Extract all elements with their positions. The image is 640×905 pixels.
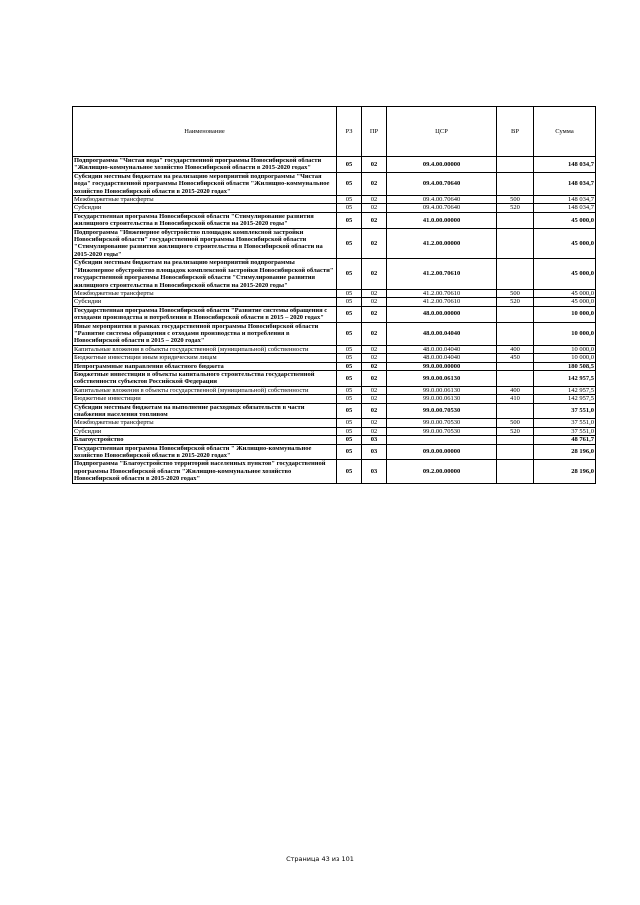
cell-csr: 09.4.00.70640	[387, 196, 497, 204]
cell-csr: 99.0.00.06130	[387, 370, 497, 386]
cell-pr: 02	[362, 403, 387, 419]
cell-vr: 500	[497, 196, 534, 204]
cell-sum: 37 551,0	[534, 419, 596, 427]
cell-sum: 37 551,0	[534, 403, 596, 419]
budget-table	[72, 106, 596, 484]
cell-vr	[497, 362, 534, 370]
cell-csr: 09.4.00.70640	[387, 172, 497, 195]
cell-name: Бюджетные инвестиции в объекты капитального строительства государственной собственности субъектов Российской Федерации	[73, 370, 337, 386]
table-row	[73, 157, 596, 173]
cell-rz: 05	[337, 345, 362, 353]
cell-name: Капитальные вложения в объекты государственной (муниципальной) собственности	[73, 345, 337, 353]
cell-name: Благоустройство	[73, 436, 337, 444]
cell-vr	[497, 436, 534, 444]
table-row	[73, 362, 596, 370]
cell-rz: 05	[337, 386, 362, 394]
cell-vr: 400	[497, 386, 534, 394]
cell-sum: 45 000,0	[534, 259, 596, 290]
table-row	[73, 298, 596, 306]
cell-rz: 05	[337, 259, 362, 290]
cell-sum: 142 957,5	[534, 386, 596, 394]
cell-sum: 10 000,0	[534, 322, 596, 345]
cell-csr: 09.0.00.00000	[387, 444, 497, 460]
cell-csr: 99.0.00.06130	[387, 395, 497, 403]
cell-name: Субсидии местным бюджетам на выполнение расходных обязательств в части снабжения населения топливом	[73, 403, 337, 419]
table-row	[73, 196, 596, 204]
cell-pr: 02	[362, 196, 387, 204]
cell-vr	[497, 322, 534, 345]
cell-vr: 450	[497, 354, 534, 362]
cell-pr: 03	[362, 436, 387, 444]
cell-csr: 09.4.00.00000	[387, 157, 497, 173]
cell-sum: 45 000,0	[534, 289, 596, 297]
cell-csr: 99.0.00.70530	[387, 419, 497, 427]
cell-csr: 09.2.00.00000	[387, 460, 497, 483]
cell-sum: 180 508,5	[534, 362, 596, 370]
cell-rz: 05	[337, 306, 362, 322]
table-row	[73, 419, 596, 427]
cell-rz: 05	[337, 395, 362, 403]
cell-sum: 148 034,7	[534, 157, 596, 173]
cell-name: Подпрограмма "Благоустройство территорий населенных пунктов" государственной программы Новосибирской области "Жилищно-коммунальное хозяйство Новосибирской области в 2015-2020 годах"	[73, 460, 337, 483]
cell-csr: 41.2.00.70610	[387, 259, 497, 290]
cell-sum: 28 196,0	[534, 444, 596, 460]
table-row	[73, 395, 596, 403]
table-row	[73, 460, 596, 483]
cell-sum: 37 551,0	[534, 427, 596, 435]
cell-vr	[497, 306, 534, 322]
cell-csr	[387, 436, 497, 444]
header-name: Наименование	[73, 107, 337, 157]
cell-vr: 500	[497, 289, 534, 297]
table-row	[73, 259, 596, 290]
cell-pr: 02	[362, 419, 387, 427]
cell-csr: 48.0.00.00000	[387, 306, 497, 322]
cell-name: Подпрограмма "Инженерное обустройство площадок комплексной застройки Новосибирской области" государственной программы Новосибирской области "Стимулирование развития жилищного строительства в Новосибирской области на 2015-2020 годы"	[73, 228, 337, 259]
cell-rz: 05	[337, 436, 362, 444]
cell-pr: 02	[362, 386, 387, 394]
cell-pr: 02	[362, 427, 387, 435]
table-body	[73, 157, 596, 484]
cell-sum: 148 034,7	[534, 204, 596, 212]
header-sum: Сумма	[534, 107, 596, 157]
cell-csr: 48.0.00.04040	[387, 354, 497, 362]
table-row	[73, 403, 596, 419]
cell-rz: 05	[337, 354, 362, 362]
cell-sum: 48 761,7	[534, 436, 596, 444]
cell-vr: 410	[497, 395, 534, 403]
cell-name: Межбюджетные трансферты	[73, 289, 337, 297]
cell-vr: 400	[497, 345, 534, 353]
cell-pr: 02	[362, 289, 387, 297]
table-row	[73, 436, 596, 444]
table-row	[73, 289, 596, 297]
cell-pr: 02	[362, 212, 387, 228]
cell-name: Капитальные вложения в объекты государственной (муниципальной) собственности	[73, 386, 337, 394]
cell-vr	[497, 228, 534, 259]
table-row	[73, 370, 596, 386]
cell-sum: 10 000,0	[534, 306, 596, 322]
cell-name: Субсидии	[73, 427, 337, 435]
cell-vr	[497, 172, 534, 195]
cell-name: Государственная программа Новосибирской области "Развитие системы обращения с отходами производства и потребления в Новосибирской области в 2015 – 2020 годах"	[73, 306, 337, 322]
cell-rz: 05	[337, 228, 362, 259]
header-pr: ПР	[362, 107, 387, 157]
cell-sum: 10 000,0	[534, 345, 596, 353]
cell-csr: 41.2.00.00000	[387, 228, 497, 259]
cell-csr: 41.2.00.70610	[387, 289, 497, 297]
cell-name: Государственная программа Новосибирской области "Стимулирование развития жилищного строительства в Новосибирской области на 2015-2020 годы"	[73, 212, 337, 228]
cell-name: Субсидии местным бюджетам на реализацию мероприятий подпрограммы "Чистая вода" государственной программы Новосибирской области "Жилищно-коммунальное хозяйство Новосибирской области в 2015-2020 годах"	[73, 172, 337, 195]
cell-pr: 02	[362, 306, 387, 322]
table-row	[73, 204, 596, 212]
cell-sum: 142 957,5	[534, 370, 596, 386]
header-vr: ВР	[497, 107, 534, 157]
cell-csr: 99.0.00.70530	[387, 427, 497, 435]
cell-name: Межбюджетные трансферты	[73, 196, 337, 204]
table-row	[73, 427, 596, 435]
table-row	[73, 306, 596, 322]
cell-name: Субсидии местным бюджетам на реализацию мероприятий подпрограммы "Инженерное обустройство площадок комплексной застройки Новосибирской области" государственной программы Новосибирской области "Стимулирование развития жилищного строительства в Новосибирской области на 2015-2020 годы"	[73, 259, 337, 290]
cell-name: Межбюджетные трансферты	[73, 419, 337, 427]
cell-rz: 05	[337, 419, 362, 427]
cell-sum: 148 034,7	[534, 172, 596, 195]
cell-sum: 10 000,0	[534, 354, 596, 362]
cell-rz: 05	[337, 460, 362, 483]
cell-csr: 48.0.00.04040	[387, 322, 497, 345]
cell-pr: 03	[362, 460, 387, 483]
cell-pr: 02	[362, 228, 387, 259]
cell-rz: 05	[337, 322, 362, 345]
cell-rz: 05	[337, 427, 362, 435]
cell-csr: 41.0.00.00000	[387, 212, 497, 228]
table-row	[73, 444, 596, 460]
cell-rz: 05	[337, 212, 362, 228]
cell-vr: 520	[497, 298, 534, 306]
cell-rz: 05	[337, 172, 362, 195]
cell-pr: 02	[362, 298, 387, 306]
cell-vr	[497, 444, 534, 460]
cell-vr	[497, 370, 534, 386]
cell-pr: 03	[362, 444, 387, 460]
cell-name: Непрограммные направления областного бюджета	[73, 362, 337, 370]
cell-name: Субсидии	[73, 298, 337, 306]
cell-pr: 02	[362, 157, 387, 173]
cell-rz: 05	[337, 370, 362, 386]
cell-vr: 520	[497, 427, 534, 435]
cell-pr: 02	[362, 259, 387, 290]
cell-vr: 520	[497, 204, 534, 212]
cell-pr: 02	[362, 345, 387, 353]
cell-rz: 05	[337, 362, 362, 370]
cell-name: Государственная программа Новосибирской области " Жилищно-коммунальное хозяйство Новосибирской области в 2015-2020 годах"	[73, 444, 337, 460]
cell-csr: 99.0.00.00000	[387, 362, 497, 370]
cell-pr: 02	[362, 354, 387, 362]
table-row	[73, 212, 596, 228]
table-row	[73, 322, 596, 345]
cell-csr: 99.0.00.70530	[387, 403, 497, 419]
cell-vr	[497, 259, 534, 290]
cell-rz: 05	[337, 204, 362, 212]
cell-rz: 05	[337, 157, 362, 173]
header-rz: РЗ	[337, 107, 362, 157]
cell-csr: 48.0.00.04040	[387, 345, 497, 353]
cell-pr: 02	[362, 322, 387, 345]
cell-csr: 99.0.00.06130	[387, 386, 497, 394]
cell-rz: 05	[337, 403, 362, 419]
cell-rz: 05	[337, 298, 362, 306]
header-csr: ЦСР	[387, 107, 497, 157]
cell-sum: 45 000,0	[534, 212, 596, 228]
cell-name: Бюджетные инвестиции иным юридическим лицам	[73, 354, 337, 362]
cell-rz: 05	[337, 289, 362, 297]
cell-pr: 02	[362, 362, 387, 370]
table-row	[73, 386, 596, 394]
cell-rz: 05	[337, 444, 362, 460]
cell-name: Подпрограмма "Чистая вода" государственной программы Новосибирской области "Жилищно-коммунальное хозяйство Новосибирской области в 2015-2020 годах"	[73, 157, 337, 173]
cell-vr	[497, 460, 534, 483]
cell-vr: 500	[497, 419, 534, 427]
cell-vr	[497, 212, 534, 228]
cell-pr: 02	[362, 204, 387, 212]
cell-sum: 45 000,0	[534, 228, 596, 259]
table-header-row	[73, 107, 596, 157]
table-row	[73, 228, 596, 259]
cell-sum: 148 034,7	[534, 196, 596, 204]
cell-sum: 28 196,0	[534, 460, 596, 483]
cell-pr: 02	[362, 395, 387, 403]
cell-csr: 09.4.00.70640	[387, 204, 497, 212]
cell-vr	[497, 403, 534, 419]
table-row	[73, 354, 596, 362]
cell-name: Иные мероприятия в рамках государственной программы Новосибирской области "Развитие системы обращения с отходами производства и потребления в Новосибирской области в 2015 – 2020 годах"	[73, 322, 337, 345]
cell-sum: 45 000,0	[534, 298, 596, 306]
table-row	[73, 172, 596, 195]
cell-name: Субсидии	[73, 204, 337, 212]
cell-sum: 142 957,5	[534, 395, 596, 403]
cell-vr	[497, 157, 534, 173]
cell-pr: 02	[362, 370, 387, 386]
table-row	[73, 345, 596, 353]
page-number: Страница 43 из 101	[286, 855, 354, 863]
cell-name: Бюджетные инвестиции	[73, 395, 337, 403]
cell-pr: 02	[362, 172, 387, 195]
cell-csr: 41.2.00.70610	[387, 298, 497, 306]
cell-rz: 05	[337, 196, 362, 204]
